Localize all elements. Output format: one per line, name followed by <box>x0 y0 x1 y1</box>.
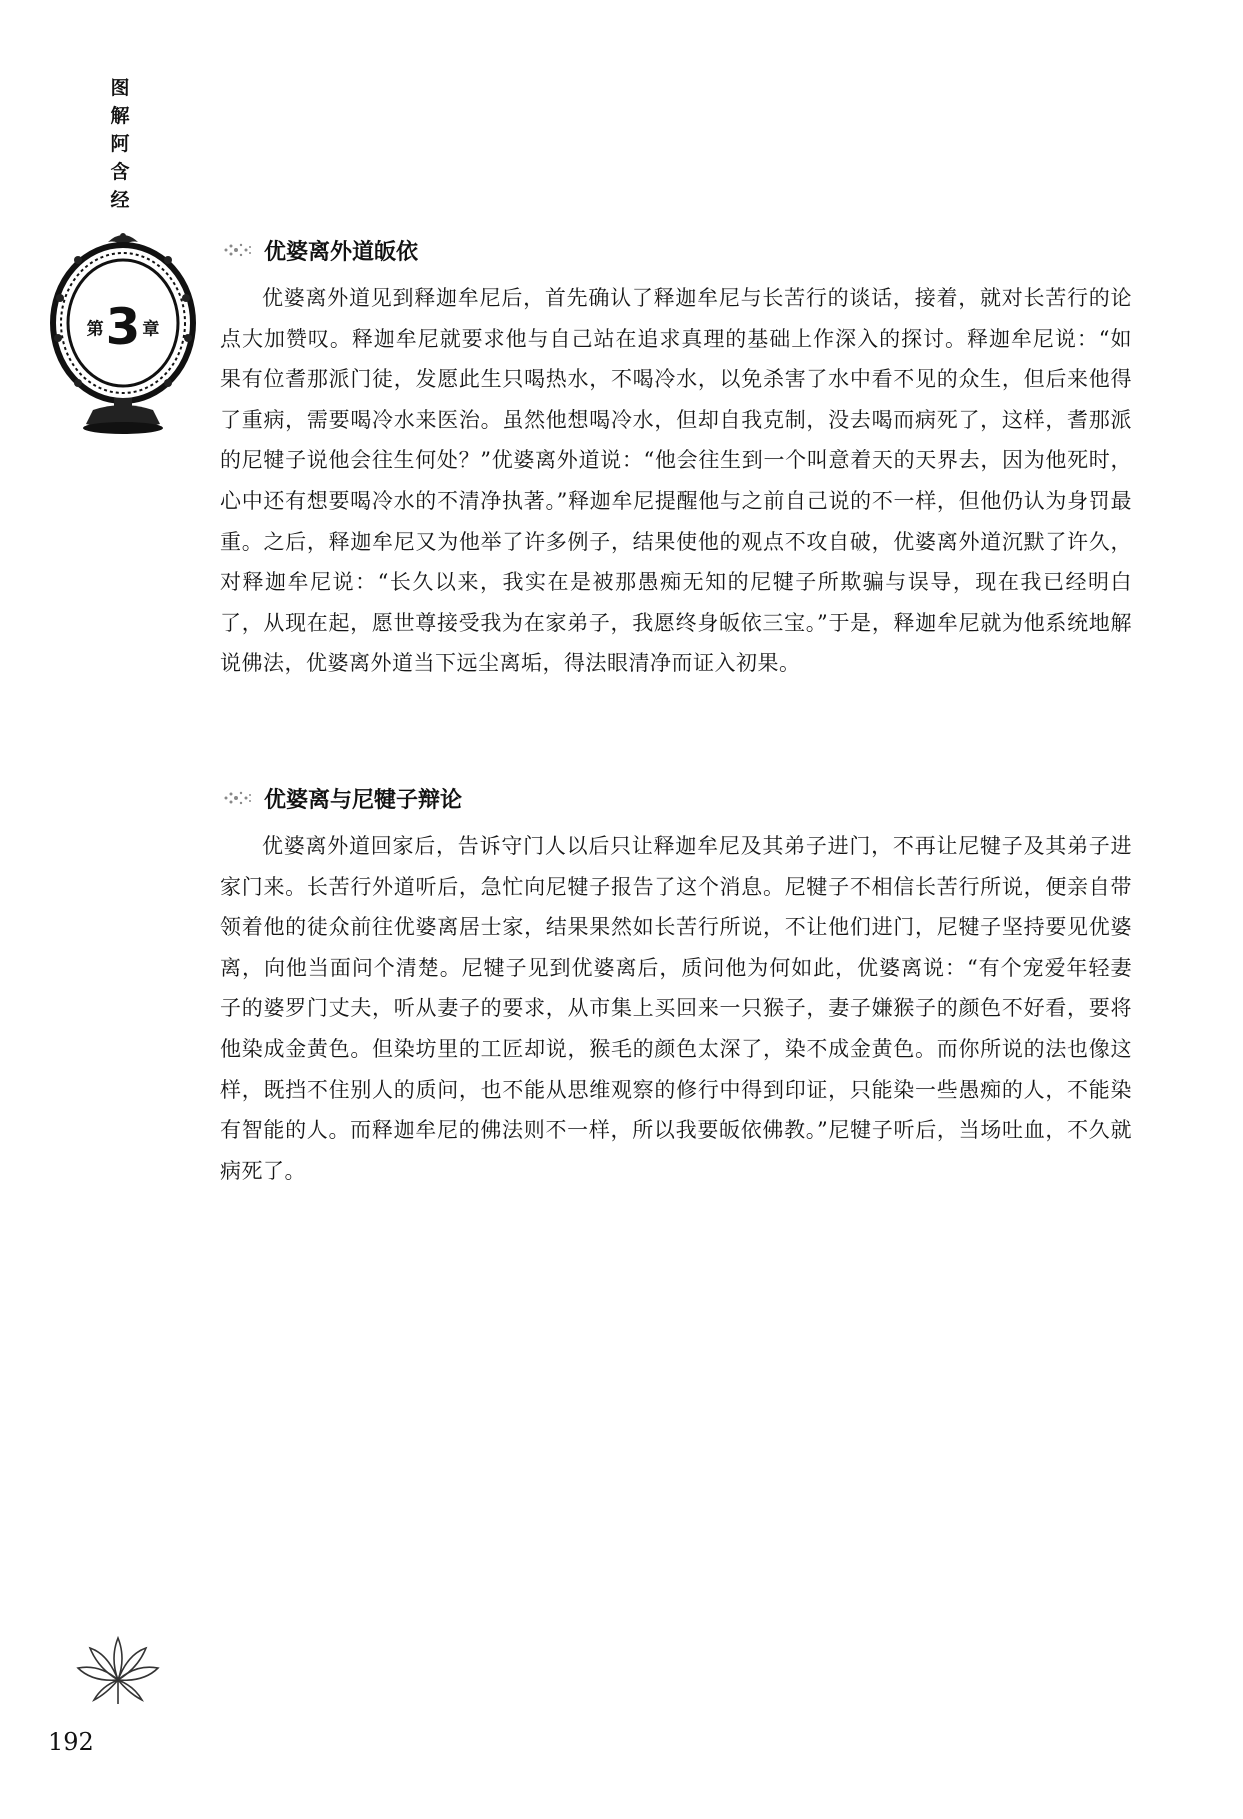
page-number: 192 <box>48 1728 94 1756</box>
section-body: 优婆离外道见到释迦牟尼后，首先确认了释迦牟尼与长苦行的谈话，接着，就对长苦行的论点大加赞叹。释迦牟尼就要求他与自己站在追求真理的基础上作深入的探讨。释迦牟尼说：“如果有位耆那派门徒，发愿此生只喝热水，不喝冷水，以免杀害了水中看不见的众生，但后来他得了重病，需要喝冷水来医治。虽然他想喝冷水，但却自我克制，没去喝而病死了，这样，耆那派的尼犍子说他会往生何处？”优婆离外道说：“他会往生到一个叫意着天的天界去，因为他死时，心中还有想要喝冷水的不清净执著。”释迦牟尼提醒他与之前自己说的不一样，但他仍认为身罚最重。之后，释迦牟尼又为他举了许多例子，结果使他的观点不攻自破，优婆离外道沉默了许久，对释迦牟尼说：“长久以来，我实在是被那愚痴无知的尼犍子所欺骗与误导，现在我已经明白了，从现在起，愿世尊接受我为在家弟子，我愿终身皈依三宝。”于是，释迦牟尼就为他系统地解说佛法，优婆离外道当下远尘离垢，得法眼清净而证入初果。 <box>220 286 1132 676</box>
running-title <box>106 74 134 214</box>
chapter-suffix: 章 <box>142 319 160 340</box>
section-debate <box>220 780 1132 1191</box>
running-title-char: 含 <box>110 161 130 183</box>
chapter-number: 3 <box>105 298 141 356</box>
section-heading <box>220 232 1132 268</box>
section-body: 优婆离外道回家后，告诉守门人以后只让释迦牟尼及其弟子进门，不再让尼犍子及其弟子进家门来。长苦行外道听后，急忙向尼犍子报告了这个消息。尼犍子不相信长苦行所说，便亲自带领着他的徒众前往优婆离居士家，结果果然如长苦行所说，不让他们进门，尼犍子坚持要见优婆离，向他当面问个清楚。尼犍子见到优婆离后，质问他为何如此，优婆离说：“有个宠爱年轻妻子的婆罗门丈夫，听从妻子的要求，从市集上买回来一只猴子，妻子嫌猴子的颜色不好看，要将他染成金黄色。但染坊里的工匠却说，猴毛的颜色太深了，染不成金黄色。而你所说的法也像这样，既挡不住别人的质问，也不能从思维观察的修行中得到印证，只能染一些愚痴的人，不能染有智能的人。而释迦牟尼的佛法则不一样，所以我要皈依佛教。”尼犍子听后，当场吐血，不久就病死了。 <box>220 834 1132 1183</box>
chapter-emblem <box>48 228 198 438</box>
running-title-char: 解 <box>110 105 130 127</box>
section-heading-text: 优婆离与尼犍子辩论 <box>264 787 463 813</box>
section-heading-text: 优婆离外道皈依 <box>264 239 419 265</box>
section-conversion <box>220 232 1132 684</box>
heading-ornament-icon <box>220 240 256 260</box>
section-heading <box>220 780 1132 816</box>
running-title-char: 经 <box>110 189 130 211</box>
chapter-label <box>48 298 198 356</box>
chapter-prefix: 第 <box>86 319 104 340</box>
running-title-char: 阿 <box>110 133 130 155</box>
heading-ornament-icon <box>220 788 256 808</box>
lotus-icon <box>72 1628 164 1708</box>
running-title-char: 图 <box>110 77 130 99</box>
